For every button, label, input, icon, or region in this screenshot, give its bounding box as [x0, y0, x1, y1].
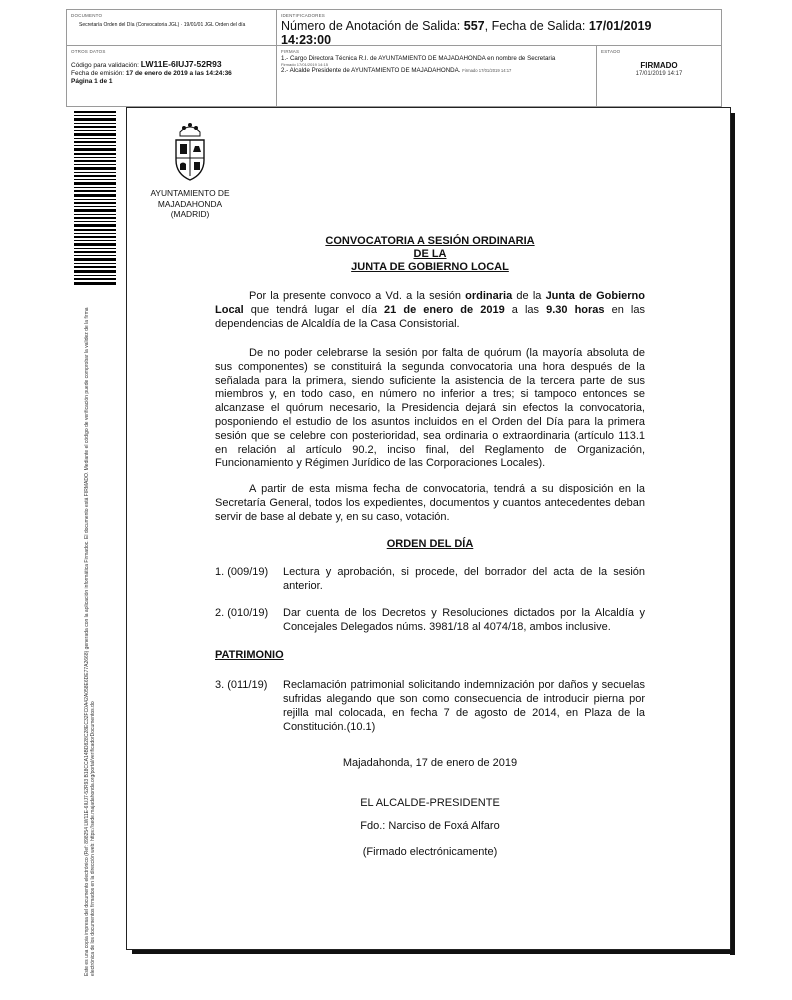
barcode-icon	[74, 111, 116, 285]
anotacion-mid: , Fecha de Salida:	[484, 19, 589, 33]
otros-datos-cell	[67, 46, 277, 106]
p1-text-c: de la	[512, 290, 546, 302]
anotacion-salida	[281, 19, 717, 47]
agenda-item-text: Reclamación patrimonial solicitando indemnización por daños y secuelas sufridas alegando que son como consecuencia de introducir pierna por rejilla mal colocada, en fecha 7 de agosto de 2014, en Plaza de la Constitución.(10.1)	[283, 679, 645, 733]
identificadores-label: IDENTIFICADORES	[281, 13, 326, 18]
estado-cell	[597, 46, 721, 106]
agenda-item-number: 1. (009/19)	[215, 566, 269, 578]
pagina-count	[71, 78, 272, 86]
ayuntamiento-name	[134, 188, 246, 220]
agenda-item	[215, 678, 645, 734]
firma-2	[281, 67, 592, 74]
anotacion-time: 14:23:00	[281, 33, 332, 47]
p1-hora: 9.30 horas	[546, 303, 605, 316]
codigo-validacion	[71, 60, 272, 70]
ayuntamiento-line-1: AYUNTAMIENTO DE	[150, 188, 230, 198]
agenda-item-text: Lectura y aprobación, si procede, del borrador del acta de la sesión anterior.	[283, 566, 645, 592]
document-title	[215, 235, 645, 274]
p1-text-a: Por la presente convoco a Vd. a la sesión	[249, 290, 466, 302]
place-date: Majadahonda, 17 de enero de 2019	[342, 757, 518, 769]
coat-of-arms-icon	[172, 118, 208, 182]
firma-2-text: 2.- Alcalde Presidente de AYUNTAMIENTO DE MAJADAHONDA.	[281, 67, 461, 74]
title-line-3: JUNTA DE GOBIERNO LOCAL	[351, 261, 509, 273]
margin-verification-note	[84, 296, 102, 976]
documento-cell	[67, 10, 277, 46]
agenda-item	[215, 565, 645, 593]
anotacion-date: 17/01/2019	[588, 19, 652, 33]
agenda-item	[215, 606, 645, 634]
p1-text-i: en las dependencias de Alcaldía de la Casa Consistorial.	[215, 303, 645, 330]
paragraph-expedientes	[215, 483, 645, 524]
fecha-emision	[71, 70, 272, 78]
documento-label: DOCUMENTO	[71, 13, 103, 18]
estado-date: 17/01/2019 14:17	[635, 71, 683, 77]
title-line-2: DE LA	[413, 248, 447, 260]
fecha-value: 17 de enero de 2019 a las 14:24:36	[125, 70, 232, 77]
signature-header-table	[66, 9, 722, 107]
codigo-value[interactable]: LW11E-6IUJ7-52R93	[140, 59, 222, 69]
otros-label: OTROS DATOS	[71, 49, 106, 54]
firmas-cell	[277, 46, 597, 106]
anotacion-prefix: Número de Anotación de Salida:	[281, 19, 464, 33]
p1-ordinaria: ordinaria	[465, 290, 513, 302]
firma-2-date: Firmado 17/01/2019 14:17	[462, 68, 512, 73]
signatory-title: EL ALCALDE-PRESIDENTE	[360, 797, 500, 809]
signatory-name: Fdo.: Narciso de Foxá Alfaro	[360, 820, 500, 832]
firma-1: 1.- Cargo Directora Técnica R.I. de AYUNTAMIENTO DE MAJADAHONDA en nombre de Secretaria	[281, 55, 556, 62]
electronic-signature-note: (Firmado electrónicamente)	[362, 846, 498, 858]
paragraph-convocatoria	[215, 290, 645, 331]
p1-text-g: a las	[504, 303, 547, 316]
firma-1-date: Firmado 17/01/2019 14:15	[281, 62, 328, 67]
p3-text: A partir de esta misma fecha de convocatoria, tendrá a su disposición en la Secretaría General, todos los expedientes, documentos y cuantos antecedentes deban servir de base al debate y, en su caso, votación.	[215, 483, 645, 523]
p1-text-e: que tendrá lugar el día	[243, 303, 385, 316]
estado-label: ESTADO	[601, 49, 621, 54]
identificadores-cell	[277, 10, 721, 46]
p1-fecha: 21 de enero de 2019	[384, 303, 505, 316]
p2-text: De no poder celebrarse la sesión por falta de quórum (la mayoría absoluta de sus componentes) se constituirá la segunda convocatoria una hora después de la señalada para la primera, siendo suficiente la asistencia de la tercera parte de sus miembros y, en todo caso, en número no inferior a tres; si tampoco entonces se alcanzase el quórum necesario, la Presidencia dejará sin efectos la convocatoria, posponiendo el estudio de los asuntos incluidos en el Orden del Día para la primera sesión que se celebre con posterioridad, sea ordinaria o extraordinaria (artículo 113.1 en relación al artículo 90.2, inciso final, del Reglamento de Organización, Funcionamiento y Régimen Jurídico de las Corporaciones Locales).	[215, 347, 645, 470]
agenda-item-number: 2. (010/19)	[215, 607, 269, 619]
estado-value: FIRMADO	[640, 61, 678, 70]
fecha-label: Fecha de emisión:	[71, 70, 126, 77]
margin-verification-text: Este es una copia impresa del documento electrónico (Ref: 898254 LW11E-6IUJ7-52R93 B18CCA14BD828C28EC32FC0A42A058E6DE77A2668) generada con la aplicación informática Firmadoc. El documento está FIRMADO. Mediante el código de verificación puede comprobar la validez de la firma electrónica de los documentos firmados en la dirección web: https://sede.majadahonda.org/portal/verificadorDocumentos.do	[84, 307, 96, 976]
anotacion-number: 557	[463, 19, 485, 33]
pagina-text: Página 1 de 1	[71, 78, 113, 85]
firmas-label: FIRMAS	[281, 49, 300, 54]
documento-text: Secretaría Orden del Día (Convocatoria JGL) · 19/01/01 JGL Orden del día	[79, 22, 246, 28]
orden-del-dia-heading: ORDEN DEL DÍA	[386, 538, 474, 550]
patrimonio-heading: PATRIMONIO	[215, 649, 284, 661]
p1-junta: Junta de Gobierno Local	[215, 290, 645, 316]
paragraph-quorum	[215, 347, 645, 471]
agenda-item-text: Dar cuenta de los Decretos y Resoluciones dictados por la Alcaldía y Concejales Delegados núms. 3981/18 al 4074/18, ambos inclusive.	[283, 607, 645, 633]
title-line-1: CONVOCATORIA A SESIÓN ORDINARIA	[325, 235, 535, 247]
codigo-label: Código para validación:	[71, 62, 141, 69]
agenda-item-number: 3. (011/19)	[215, 679, 268, 691]
ayuntamiento-line-2: MAJADAHONDA	[157, 198, 223, 209]
ayuntamiento-line-3: (MADRID)	[170, 209, 210, 219]
